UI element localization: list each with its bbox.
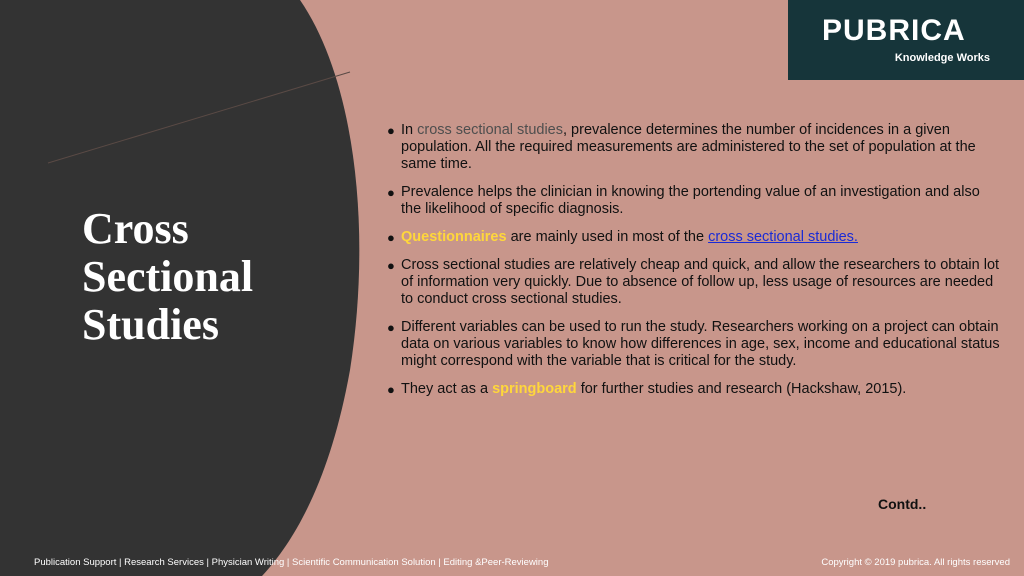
cross-sectional-studies-link[interactable]: cross sectional studies. <box>708 229 858 245</box>
contd-label: Contd.. <box>878 496 927 512</box>
bullet-dot-icon: ● <box>387 230 395 245</box>
bullet-text: , prevalence determines the number of incidences in a given population. All the required measurements are administered to the set of population at the same time. <box>401 122 976 172</box>
title-line-3: Studies <box>82 300 219 349</box>
bullet-item-6 <box>386 381 1002 398</box>
logo-tagline: Knowledge Works <box>894 52 990 64</box>
bullet-text: In <box>401 122 418 138</box>
bullet-text: Cross sectional studies are relatively cheap and quick, and allow the researchers to obtain lot of information very quickly. Due to absence of follow up, less usage of resources are needed to conduct cross sectional studies. <box>401 257 1000 307</box>
pubrica-logo <box>788 0 1024 80</box>
bullet-dot-icon: ● <box>387 185 395 200</box>
bullet-item-3 <box>386 229 1002 246</box>
title-line-2: Sectional <box>82 252 254 301</box>
bullet-dot-icon: ● <box>387 382 395 397</box>
bullet-item-1 <box>386 122 1002 173</box>
bullet-text: Different variables can be used to run the study. Researchers working on a project can obtain data on various variables to know how differences in age, sex, income and educational status might correspond with the variable that is critical for the study. <box>401 319 1000 369</box>
bullet-dot-icon: ● <box>387 320 395 335</box>
logo-name: PUBRICA <box>822 14 966 47</box>
bullet-item-5 <box>386 319 1002 370</box>
footer-copyright: Copyright © 2019 pubrica. All rights reserved <box>821 557 1010 568</box>
footer-services: Publication Support | Research Services | Physician Writing | Scientific Communication Solution | Editing &Peer-Reviewing <box>34 557 549 568</box>
bullet-item-2 <box>386 184 1002 218</box>
bullet-dot-icon: ● <box>387 258 395 273</box>
title-line-1: Cross <box>82 204 189 253</box>
highlight-springboard: springboard <box>492 381 577 397</box>
bullet-list <box>386 122 1002 409</box>
slide-title <box>82 205 253 349</box>
bullet-text: are mainly used in most of the <box>506 229 709 245</box>
bullet-text: Prevalence helps the clinician in knowing the portending value of an investigation and also the likelihood of specific diagnosis. <box>401 184 980 217</box>
term-cross-sectional: cross sectional studies <box>417 122 563 138</box>
bullet-text: for further studies and research (Hackshaw, 2015). <box>576 381 907 397</box>
bullet-item-4 <box>386 257 1002 308</box>
bullet-text: They act as a <box>401 381 493 397</box>
highlight-questionnaires: Questionnaires <box>401 229 507 245</box>
bullet-dot-icon: ● <box>387 123 395 138</box>
